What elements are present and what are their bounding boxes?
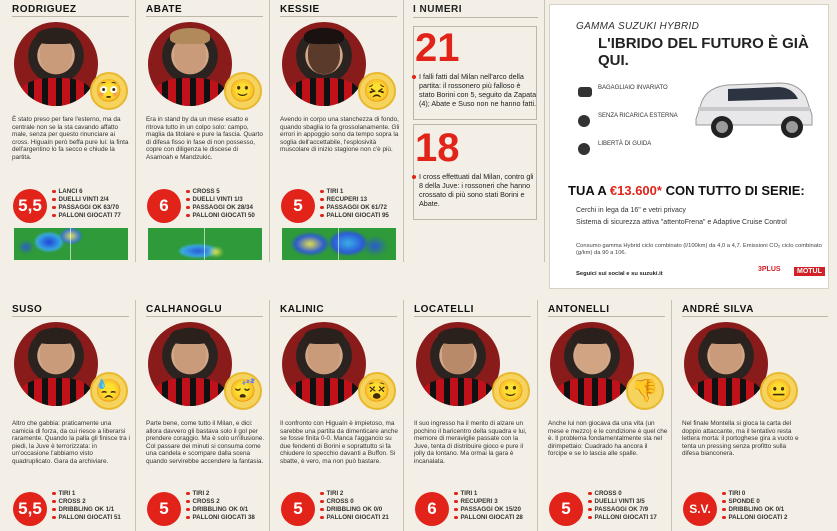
mood-emoji-icon: 🙂	[224, 72, 262, 110]
player-description: Nel finale Montella si gioca la carta del doppio attaccante, ma il tentativo resta lettera morta: il portoghese gira a vuoto e tenta un pressing senza profitto sulla difesa bianconera.	[682, 420, 799, 458]
player-name: CALHANOGLU	[146, 304, 223, 315]
stat-item: PALLONI GIOCATI 95	[320, 212, 402, 220]
player-description: È stato preso per fare l'esterno, ma da centrale non se la sta cavando affatto male, senza per questo rinunciare ai cross. Higuaín però beffa pure lui: la finta dell'argentino lo fa secco e chiude la partita.	[12, 116, 129, 161]
player-card-content	[6, 300, 136, 531]
player-photo	[684, 322, 768, 406]
grade-badge: 5,5	[13, 492, 47, 526]
heatmap	[14, 228, 128, 260]
grade-badge: 6	[415, 492, 449, 526]
stat-item: TIRI 0	[722, 490, 804, 498]
player-description: Parte bene, come tutto il Milan, e dici: allora davvero gli bastava solo il gol per prendere coraggio. Ma è solo un'illusione. Col passare dei minuti si consuma come una candela e scompare dalla scena quando servirebbe accendere la fantasia.	[146, 420, 265, 465]
divider	[12, 16, 129, 17]
stat-item: TIRI 1	[52, 490, 134, 498]
stats-list	[186, 490, 268, 522]
player-name: RODRIGUEZ	[12, 4, 77, 15]
player-card-content	[274, 300, 404, 531]
player-description: Il suo ingresso ha il merito di alzare un pochino il baricentro della squadra e lui, memore di meraviglie passate con la Juve, tenta di distribuire gioco e pure il jolly da lontano. Ma ormai la gara è incanalata.	[414, 420, 527, 465]
grade-badge: S.V.	[683, 492, 717, 526]
stat-item: PALLONI GIOCATI 38	[186, 514, 268, 522]
player-card-abate	[140, 0, 270, 262]
motul-logo: MOTUL	[794, 267, 825, 276]
stat-item: LANCI 6	[52, 188, 134, 196]
player-card-content	[140, 300, 270, 531]
ad-fine-print: Consumo gamma Hybrid ciclo combinato (l/100km) da 4,0 a 4,7. Emissioni CO₂ ciclo combinato (g/km) da 90 a 106.	[576, 243, 822, 256]
player-name: KESSIE	[280, 4, 320, 15]
stat-item: DUELLI VINTI 3/5	[588, 498, 670, 506]
stat-item: PALLONI GIOCATI 51	[52, 514, 134, 522]
mood-emoji-icon: 😴	[224, 372, 262, 410]
stat-item: RECUPERI 3	[454, 498, 536, 506]
player-description: Era in stand by da un mese esatto e ritrova tutto in un colpo solo: campo, maglia da titolare e pure la fascia. Quarto di difesa fisso in fase di non possesso, copre con diligenza le discese di Asamoah e Mandzukic.	[146, 116, 263, 161]
big-number: 21	[415, 26, 460, 70]
player-photo	[148, 22, 232, 106]
stat-item: TIRI 2	[186, 490, 268, 498]
grade-badge: 5	[281, 492, 315, 526]
player-name: LOCATELLI	[414, 304, 474, 315]
stat-item: TIRI 1	[320, 188, 402, 196]
mood-emoji-icon: 👎	[626, 372, 664, 410]
player-name: ANDRÉ SILVA	[682, 304, 754, 315]
grade-badge: 5,5	[13, 189, 47, 223]
advertisement[interactable]	[549, 4, 829, 289]
player-photo	[550, 322, 634, 406]
grade-badge: 5	[147, 492, 181, 526]
ad-bullet: Cerchi in lega da 16" e vetri privacy	[576, 207, 686, 214]
stat-item: CROSS 0	[588, 490, 670, 498]
player-photo	[14, 322, 98, 406]
stat-item: DUELLI VINTI 1/3	[186, 196, 268, 204]
luggage-icon	[578, 87, 592, 97]
player-name: SUSO	[12, 304, 43, 315]
car-image	[688, 67, 818, 143]
ad-tagline: GAMMA SUZUKI HYBRID	[576, 21, 700, 32]
numbers-title: I NUMERI	[413, 4, 462, 15]
stat-item: PALLONI GIOCATI 17	[588, 514, 670, 522]
stat-item: DRIBBLING OK 0/1	[186, 506, 268, 514]
stat-item: DRIBBLING OK 0/1	[722, 506, 804, 514]
divider	[413, 17, 538, 18]
ad-feature: BAGAGLIAIO INVARIATO	[598, 85, 668, 91]
stat-item: CROSS 0	[320, 498, 402, 506]
stat-item: DRIBBLING OK 1/1	[52, 506, 134, 514]
ad-social: Seguici sui social e su suzuki.it	[576, 271, 663, 277]
player-photo	[282, 322, 366, 406]
stat-item: RECUPERI 13	[320, 196, 402, 204]
stats-list	[588, 490, 670, 522]
mood-emoji-icon: 😓	[90, 372, 128, 410]
stats-list	[52, 490, 134, 522]
ad-headline: L'IBRIDO DEL FUTURO È GIÀ QUI.	[598, 35, 809, 69]
stat-item: PALLONI GIOCATI 50	[186, 212, 268, 220]
stat-item: TIRI 1	[454, 490, 536, 498]
ad-feature: SENZA RICARICA ESTERNA	[598, 113, 678, 119]
stat-item: CROSS 5	[186, 188, 268, 196]
player-name: ABATE	[146, 4, 183, 15]
stats-list	[320, 188, 402, 220]
stats-list	[454, 490, 536, 522]
player-photo	[282, 22, 366, 106]
mood-emoji-icon: 😣	[358, 72, 396, 110]
player-name: ANTONELLI	[548, 304, 610, 315]
ad-feature: LIBERTÀ DI GUIDA	[598, 141, 652, 147]
heatmap	[148, 228, 262, 260]
mood-emoji-icon: 😵	[358, 372, 396, 410]
ad-bullet: Sistema di sicurezza attiva "attentoFrena" e Adaptive Cruise Control	[576, 219, 787, 226]
stat-item: PASSAGGI OK 61/72	[320, 204, 402, 212]
stat-item: TIRI 2	[320, 490, 402, 498]
stats-list	[722, 490, 804, 522]
stat-item: CROSS 2	[52, 498, 134, 506]
player-description: Il confronto con Higuaín è impietoso, ma sarebbe una partita da dimenticare anche se fosse finita 0-0. Manca l'aggancio su due fendenti di Borini e soprattutto si fa chiudere lo specchio davanti a Buffon. Si sbatte, è vero, ma non può bastare.	[280, 420, 398, 465]
mood-emoji-icon: 😳	[90, 72, 128, 110]
stats-list	[320, 490, 402, 522]
number-text: I cross effettuati dal Milan, contro gli 8 della Juve: i rossoneri che hanno crossato di più sono stati Borini e Abate.	[419, 172, 537, 208]
plug-icon	[578, 115, 590, 127]
stat-item: PALLONI GIOCATI 28	[454, 514, 536, 522]
grade-badge: 5	[549, 492, 583, 526]
grade-badge: 6	[147, 189, 181, 223]
player-card-kessie	[274, 0, 404, 262]
player-photo	[14, 22, 98, 106]
stat-item: PASSAGGI OK 28/34	[186, 204, 268, 212]
player-name: KALINIC	[280, 304, 325, 315]
stats-list	[52, 188, 134, 220]
stat-item: PALLONI GIOCATI 21	[320, 514, 402, 522]
stat-item: SPONDE 0	[722, 498, 804, 506]
stat-item: PASSAGGI OK 15/20	[454, 506, 536, 514]
ad-logo: 3PLUS	[758, 266, 781, 273]
player-description: Avendo in corpo una stanchezza di fondo, quando sbaglia lo fa grossolanamente. Gli errori in appoggio sono da tempo sopra la soglia dell'accettabile, l'esplosività muscolare di inizio stagione non c'è più.	[280, 116, 400, 154]
mood-emoji-icon: 🙂	[492, 372, 530, 410]
player-card-content	[542, 300, 672, 531]
stat-item: DUELLI VINTI 2/4	[52, 196, 134, 204]
grade-badge: 5	[281, 189, 315, 223]
divider	[146, 16, 263, 17]
player-photo	[416, 322, 500, 406]
stat-item: CROSS 2	[186, 498, 268, 506]
stats-list	[186, 188, 268, 220]
divider	[280, 16, 397, 17]
heatmap	[282, 228, 396, 260]
stat-item: PASSAGGI OK 63/70	[52, 204, 134, 212]
numbers-panel	[407, 0, 545, 262]
player-photo	[148, 322, 232, 406]
big-number: 18	[415, 126, 460, 170]
player-card-content	[408, 300, 538, 531]
player-description: Anche lui non giocava da una vita (un mese e mezzo) e le condizione è quel che è. Il problema fondamentalmente sta nel dirimpettaio: Cuadrado ha ancora il forcipe e se lo lascia alle spalle.	[548, 420, 668, 458]
player-card-content	[676, 300, 834, 531]
ad-price-line: TUA A €13.600* CON TUTTO DI SERIE:	[568, 183, 805, 198]
player-card-rodriguez	[6, 0, 136, 262]
number-text: I falli fatti dal Milan nell'arco della partita: il rossonero più falloso è stato Borini con 5, seguito da Zapata (4); Abate e Suso non ne hanno fatti.	[419, 72, 537, 108]
stat-item: PALLONI GIOCATI 77	[52, 212, 134, 220]
stat-item: PALLONI GIOCATI 2	[722, 514, 804, 522]
mood-emoji-icon: 😐	[760, 372, 798, 410]
stat-item: DRIBBLING OK 0/0	[320, 506, 402, 514]
steering-icon	[578, 143, 590, 155]
player-description: Altro che gabbia: praticamente una camicia di forza, da cui riesce a liberarsi raramente. Quando la palla gli finisce tra i piedi, la Juve è terrorizzata: in un'occasione l'abbiamo visto quadruplicato. Gara da archiviare.	[12, 420, 130, 465]
stat-item: PASSAGGI OK 7/9	[588, 506, 670, 514]
